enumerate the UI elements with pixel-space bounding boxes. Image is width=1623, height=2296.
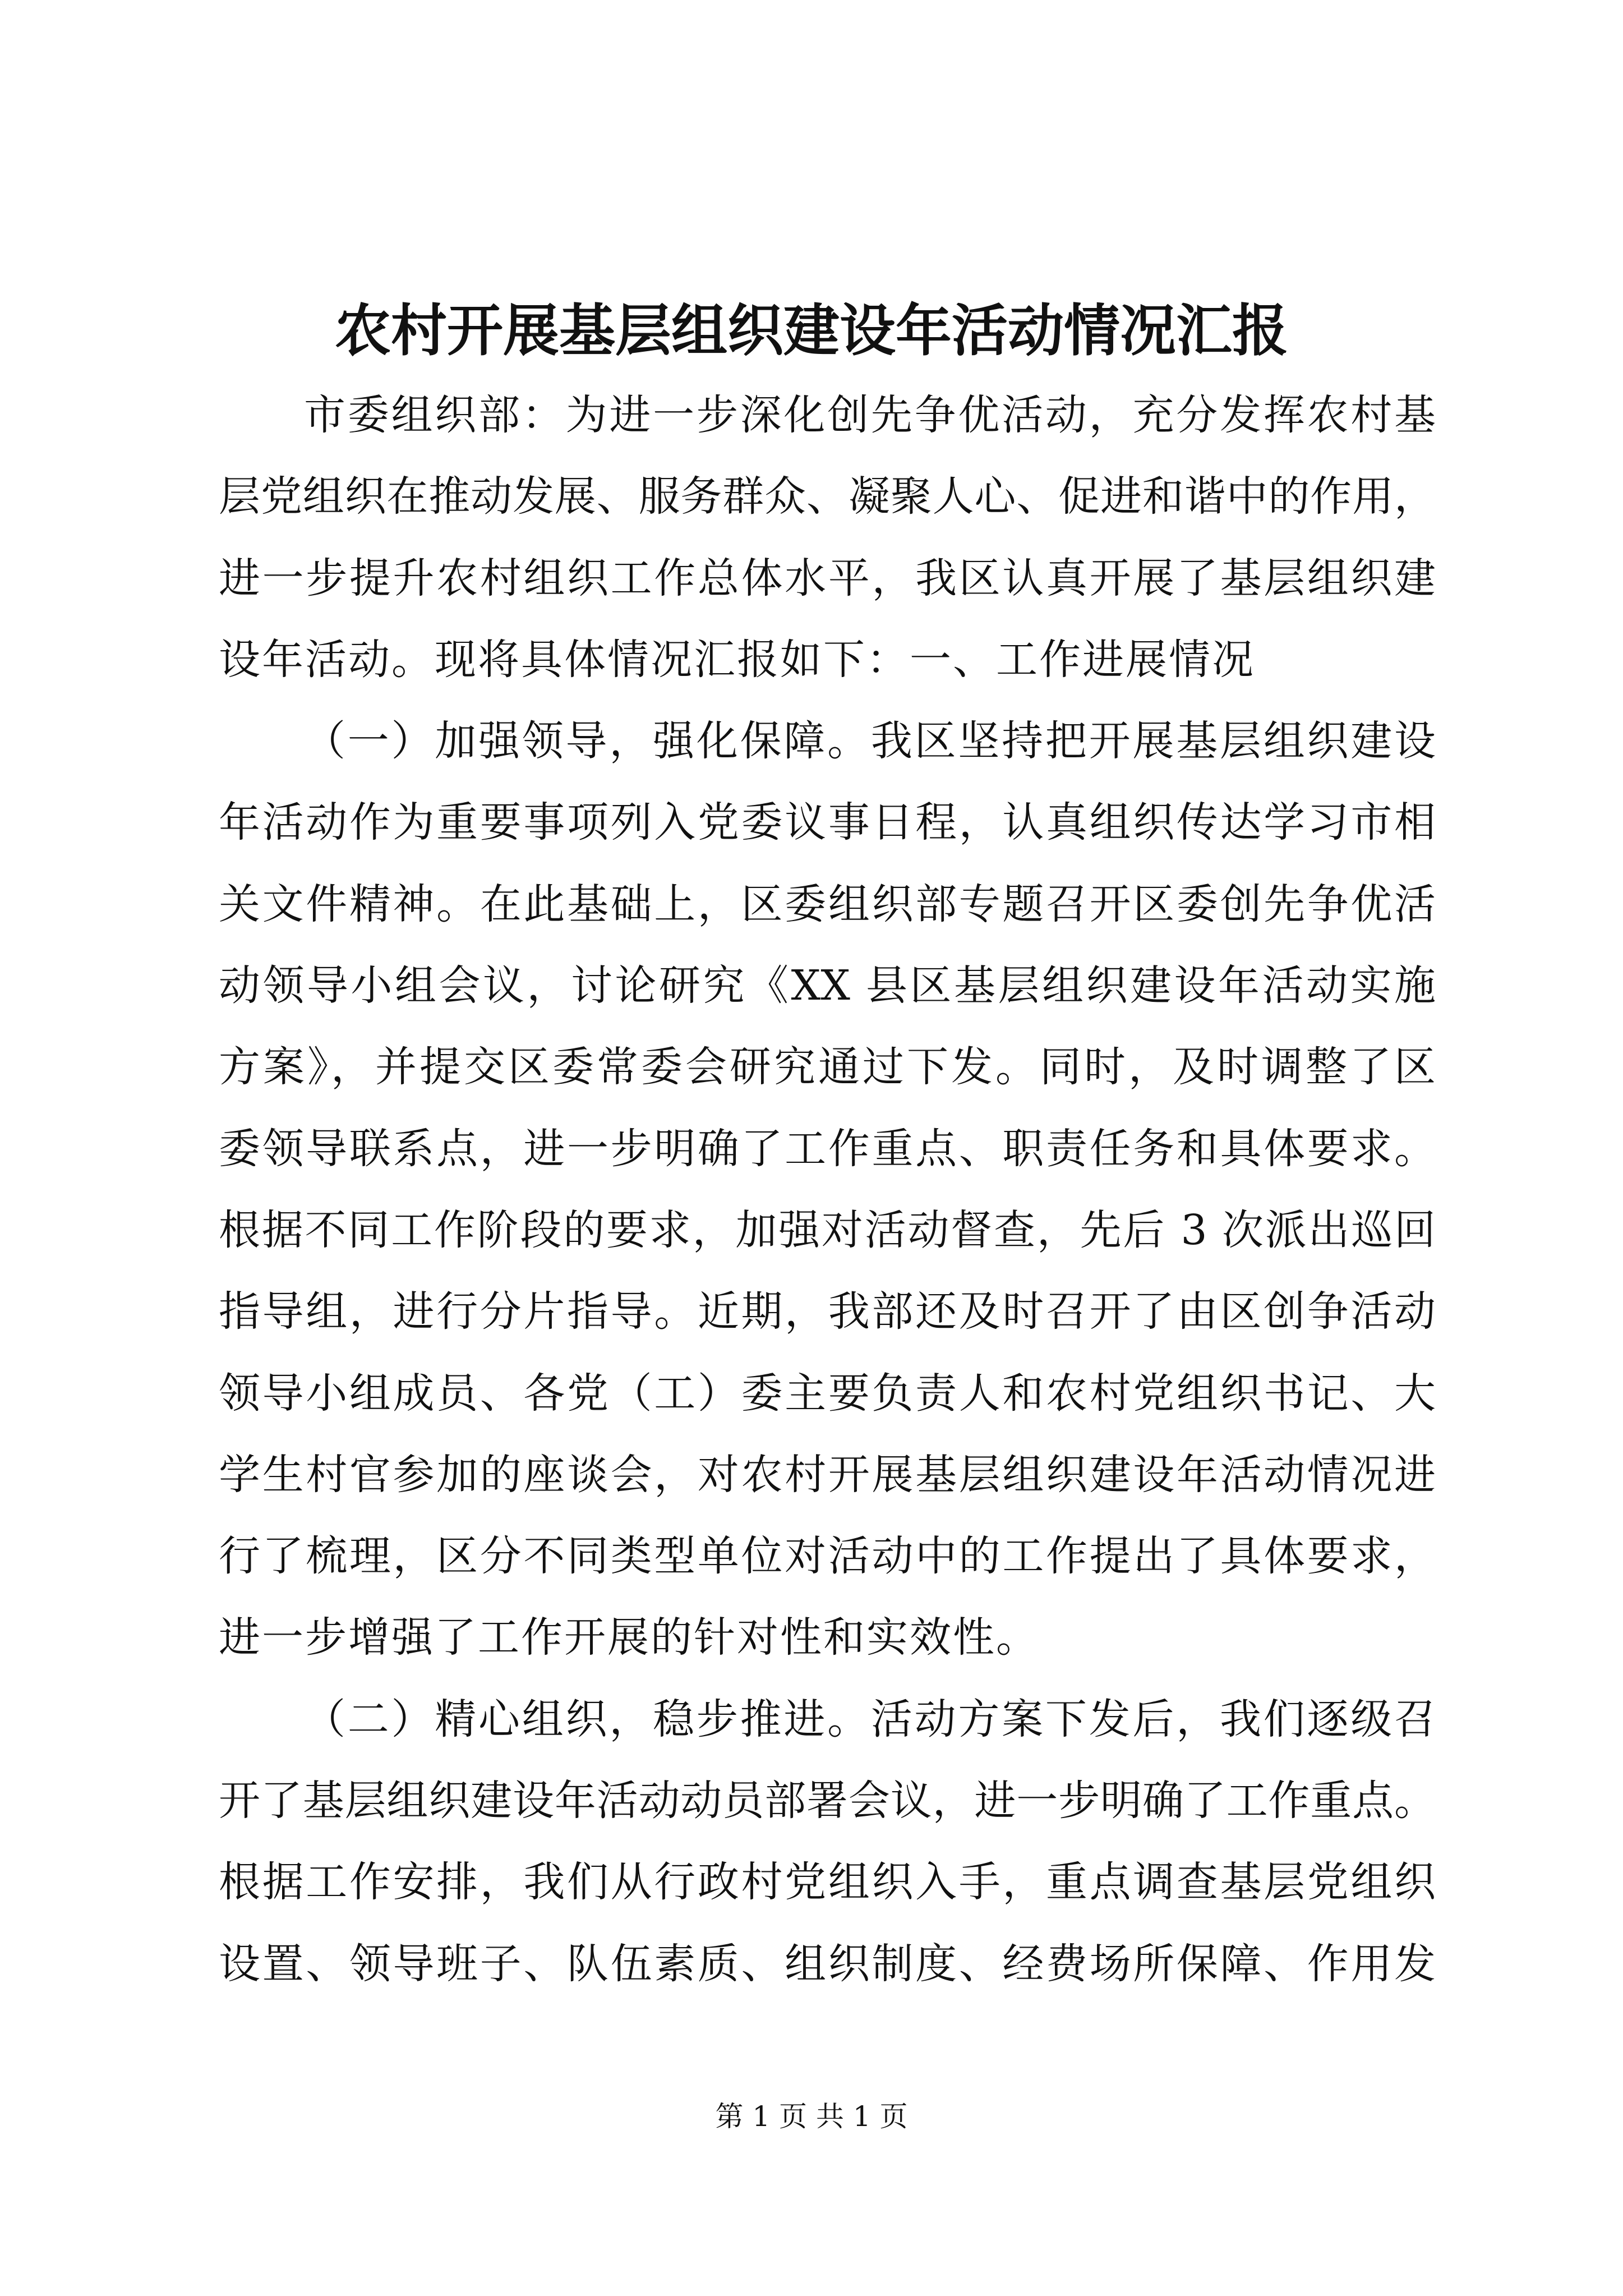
body-line: 委领导联系点，进一步明确了工作重点、职责任务和具体要求。 <box>219 1124 1436 1173</box>
body-line: 动领导小组会议，讨论研究《XX 县区基层组织建设年活动实施 <box>219 961 1436 1010</box>
body-line: 指导组，进行分片指导。近期，我部还及时召开了由区创争活动 <box>219 1287 1436 1336</box>
body-line: 领导小组成员、各党（工）委主要负责人和农村党组织书记、大 <box>219 1369 1436 1418</box>
document-body <box>219 375 1436 2005</box>
page-footer: 第 1 页 共 1 页 <box>715 2100 908 2133</box>
body-line: 根据工作安排，我们从行政村党组织入手，重点调查基层党组织 <box>219 1858 1436 1907</box>
body-line: 进一步提升农村组织工作总体水平，我区认真开展了基层组织建 <box>219 554 1436 602</box>
body-line: 进一步增强了工作开展的针对性和实效性。 <box>219 1613 1039 1662</box>
body-line: 设年活动。现将具体情况汇报如下：一、工作进展情况 <box>219 635 1255 684</box>
body-line: 关文件精神。在此基础上，区委组织部专题召开区委创先争优活 <box>219 880 1436 928</box>
body-line: （二）精心组织，稳步推进。活动方案下发后，我们逐级召 <box>304 1695 1436 1743</box>
body-line: 层党组织在推动发展、服务群众、凝聚人心、促进和谐中的作用， <box>219 472 1436 521</box>
body-line: 设置、领导班子、队伍素质、组织制度、经费场所保障、作用发 <box>219 1939 1436 1988</box>
body-line: 行了梳理，区分不同类型单位对活动中的工作提出了具体要求， <box>219 1532 1436 1581</box>
body-line: 年活动作为重要事项列入党委议事日程，认真组织传达学习市相 <box>219 798 1436 847</box>
body-line: （一）加强领导，强化保障。我区坚持把开展基层组织建设 <box>304 717 1436 766</box>
body-line: 根据不同工作阶段的要求，加强对活动督查，先后 3 次派出巡回 <box>219 1205 1436 1254</box>
paragraph-section-2 <box>219 1679 1436 2005</box>
paragraph-section-1 <box>219 701 1436 1679</box>
body-line: 学生村官参加的座谈会，对农村开展基层组织建设年活动情况进 <box>219 1450 1436 1499</box>
body-line: 开了基层组织建设年活动动员部署会议，进一步明确了工作重点。 <box>219 1777 1436 1825</box>
paragraph-intro <box>219 375 1436 701</box>
body-line: 市委组织部：为进一步深化创先争优活动，充分发挥农村基 <box>304 391 1436 439</box>
body-line: 方案》，并提交区委常委会研究通过下发。同时，及时调整了区 <box>219 1043 1436 1092</box>
document-title: 农村开展基层组织建设年活动情况汇报 <box>335 297 1288 364</box>
